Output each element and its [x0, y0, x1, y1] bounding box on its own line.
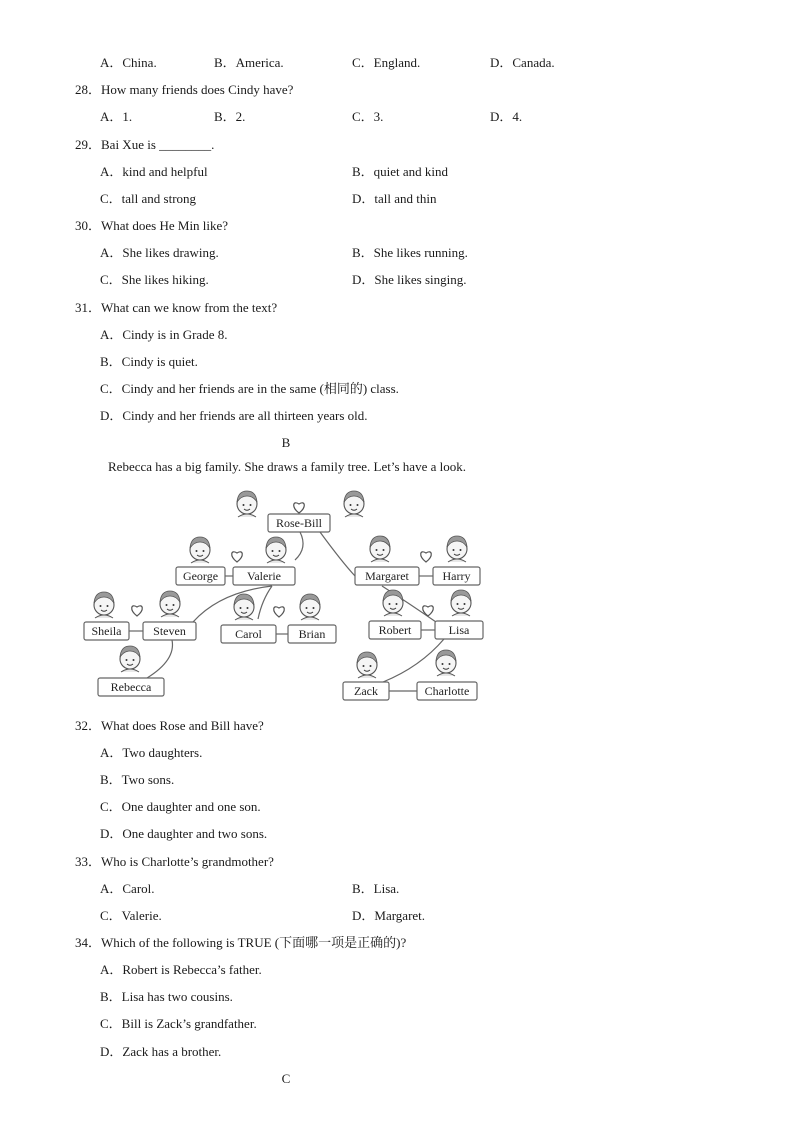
q27-option-b: B．America.: [214, 55, 284, 70]
george-avatar-icon: [190, 537, 210, 563]
line-rosebill-margaret: [320, 532, 355, 576]
lisa-avatar-icon: [451, 590, 471, 616]
line-valerie-carol: [258, 586, 272, 619]
heart-icon: [421, 552, 432, 562]
rose-avatar-icon: [237, 491, 257, 517]
q33-option-c: C．Valerie.: [100, 908, 162, 923]
q28-option-c: C．3.: [352, 109, 384, 124]
node-steven: Steven: [153, 624, 186, 638]
node-brian: Brian: [298, 627, 326, 641]
carol-avatar-icon: [234, 594, 254, 620]
node-george: George: [182, 569, 219, 583]
q28-option-d: D．4.: [490, 109, 523, 124]
q31-option-a: A．Cindy is in Grade 8.: [100, 327, 228, 342]
robert-avatar-icon: [383, 590, 403, 616]
section-c-heading: C: [281, 1071, 291, 1086]
q31-option-c: C．Cindy and her friends are in the same (相同的) class.: [100, 381, 399, 396]
node-lisa: Lisa: [448, 623, 470, 637]
node-robert: Robert: [378, 623, 412, 637]
q32-option-b: B．Two sons.: [100, 772, 175, 787]
node-valerie: Valerie: [247, 569, 281, 583]
q28-option-b: B．2.: [214, 109, 246, 124]
section-b-intro: Rebecca has a big family. She draws a family tree. Let’s have a look.: [108, 459, 466, 474]
heart-icon: [274, 607, 285, 617]
q28-stem: 28．How many friends does Cindy have?: [75, 82, 294, 97]
line-lisa-zack: [383, 639, 444, 682]
q30-option-b: B．She likes running.: [352, 245, 468, 260]
q29-option-b: B．quiet and kind: [352, 164, 449, 179]
line-steven-rebecca: [147, 640, 172, 678]
q30-stem: 30．What does He Min like?: [75, 218, 229, 233]
q29-option-c: C．tall and strong: [100, 191, 197, 206]
q30-option-d: D．She likes singing.: [352, 272, 467, 287]
node-margaret: Margaret: [365, 569, 409, 583]
q32-stem: 32．What does Rose and Bill have?: [75, 718, 264, 733]
harry-avatar-icon: [447, 536, 467, 562]
node-rebecca: Rebecca: [110, 680, 152, 694]
node-sheila: Sheila: [91, 624, 122, 638]
line-valerie-steven: [193, 586, 272, 622]
node-zack: Zack: [354, 684, 378, 698]
valerie-avatar-icon: [266, 537, 286, 563]
section-b-heading: B: [281, 435, 291, 450]
node-charlotte: Charlotte: [424, 684, 470, 698]
family-tree-diagram: [80, 482, 490, 707]
q31-stem: 31．What can we know from the text?: [75, 300, 278, 315]
steven-avatar-icon: [160, 591, 180, 617]
q32-option-c: C．One daughter and one son.: [100, 799, 261, 814]
q27-option-d: D．Canada.: [490, 55, 555, 70]
heart-icon: [232, 552, 243, 562]
q34-option-d: D．Zack has a brother.: [100, 1044, 222, 1059]
q29-stem: 29．Bai Xue is ________.: [75, 137, 215, 152]
q31-option-b: B．Cindy is quiet.: [100, 354, 198, 369]
q33-option-a: A．Carol.: [100, 881, 155, 896]
q27-option-a: A．China.: [100, 55, 157, 70]
node-carol: Carol: [235, 627, 262, 641]
q30-option-a: A．She likes drawing.: [100, 245, 219, 260]
margaret-avatar-icon: [370, 536, 390, 562]
charlotte-avatar-icon: [436, 650, 456, 676]
brian-avatar-icon: [300, 594, 320, 620]
q34-option-c: C．Bill is Zack’s grandfather.: [100, 1016, 257, 1031]
zack-avatar-icon: [357, 652, 377, 678]
q28-option-a: A．1.: [100, 109, 133, 124]
q33-option-b: B．Lisa.: [352, 881, 400, 896]
q29-option-d: D．tall and thin: [352, 191, 437, 206]
q30-option-c: C．She likes hiking.: [100, 272, 209, 287]
q31-option-d: D．Cindy and her friends are all thirteen years old.: [100, 408, 368, 423]
q34-option-a: A．Robert is Rebecca’s father.: [100, 962, 262, 977]
rebecca-avatar-icon: [120, 646, 140, 672]
q27-option-c: C．England.: [352, 55, 421, 70]
heart-icon: [132, 606, 143, 616]
q29-option-a: A．kind and helpful: [100, 164, 208, 179]
q32-option-a: A．Two daughters.: [100, 745, 203, 760]
node-rose-bill: Rose-Bill: [275, 516, 323, 530]
q33-stem: 33．Who is Charlotte’s grandmother?: [75, 854, 274, 869]
bill-avatar-icon: [344, 491, 364, 517]
heart-icon: [294, 503, 305, 513]
q34-option-b: B．Lisa has two cousins.: [100, 989, 233, 1004]
node-harry: Harry: [442, 569, 471, 583]
q34-stem: 34．Which of the following is TRUE (下面哪一项是正确的)?: [75, 935, 407, 950]
q32-option-d: D．One daughter and two sons.: [100, 826, 268, 841]
q33-option-d: D．Margaret.: [352, 908, 426, 923]
sheila-avatar-icon: [94, 592, 114, 618]
line-rosebill-valerie: [295, 532, 303, 560]
